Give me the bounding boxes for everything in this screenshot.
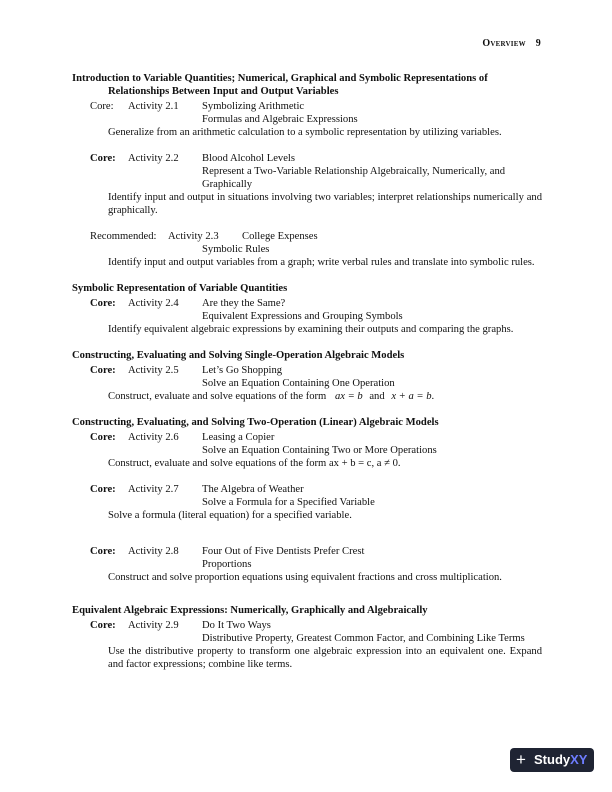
running-head [482, 37, 541, 50]
activity-description: Construct, evaluate and solve equations of the form ax = b and x + a = b. [108, 391, 435, 402]
activity-description: Generalize from an arithmetic calculation to a symbolic representation by utilizing variables. [108, 127, 502, 138]
activity-subtitle: Formulas and Algebraic Expressions [202, 114, 358, 125]
activity-entry [72, 431, 542, 470]
entry-label: Recommended: [90, 231, 157, 242]
entry-label: Core: [90, 432, 116, 443]
activity-entry [72, 297, 542, 336]
activity-subtitle: Represent a Two-Variable Relationship Algebraically, Numerically, and [202, 166, 506, 177]
section-two-operation [72, 416, 542, 584]
activity-number: Activity 2.4 [128, 298, 179, 309]
activity-number: Activity 2.9 [128, 620, 179, 631]
plus-icon: + [516, 750, 526, 769]
activity-number: Activity 2.7 [128, 484, 179, 495]
activity-number: Activity 2.5 [128, 365, 179, 376]
studyxy-logo: + StudyXY [510, 748, 594, 772]
activity-subtitle: Solve an Equation Containing One Operation [202, 378, 395, 389]
activity-title: Let’s Go Shopping [202, 365, 283, 376]
activity-number: Activity 2.6 [128, 432, 179, 443]
entry-label: Core: [90, 101, 114, 112]
page-number: 9 [535, 38, 541, 49]
equation-ax-b: ax = b [334, 391, 363, 402]
entry-label: Core: [90, 546, 116, 557]
section-title: Equivalent Algebraic Expressions: Numerically, Graphically and Algebraically [72, 605, 428, 616]
entry-label: Core: [90, 365, 116, 376]
activity-subtitle: Solve a Formula for a Specified Variable [202, 497, 375, 508]
activity-description: Identify input and output in situations involving two variables; interpret relationships numerically and graphically. [108, 192, 542, 216]
entry-label: Core: [90, 153, 116, 164]
activity-title: Blood Alcohol Levels [202, 153, 295, 164]
entry-label: Core: [90, 620, 116, 631]
activity-entry [72, 230, 542, 269]
activity-title: Are they the Same? [202, 298, 286, 309]
activity-title: Do It Two Ways [202, 620, 271, 631]
activity-title: Symbolizing Arithmetic [202, 101, 305, 112]
entry-label: Core: [90, 298, 116, 309]
activity-subtitle: Symbolic Rules [202, 244, 270, 255]
activity-description: Identify input and output variables from a graph; write verbal rules and translate into symbolic rules. [108, 257, 535, 268]
activity-entry [72, 152, 542, 217]
activity-entry [72, 545, 542, 584]
section-title: Constructing, Evaluating, and Solving Two-Operation (Linear) Algebraic Models [72, 417, 439, 428]
section-title: Introduction to Variable Quantities; Numerical, Graphical and Symbolic Representations of Relationships Between Input and Output Variables [72, 73, 488, 97]
activity-description: Use the distributive property to transform one algebraic expression into an equivalent one. Expand and factor expressions; combine like terms. [108, 646, 542, 670]
running-title: Overview [482, 38, 526, 49]
activity-number: Activity 2.8 [128, 546, 179, 557]
activity-subtitle: Solve an Equation Containing Two or More Operations [202, 445, 437, 456]
activity-number: Activity 2.3 [168, 231, 219, 242]
activity-description: Construct, evaluate and solve equations of the form ax + b = c, a ≠ 0. [108, 458, 401, 469]
section-single-operation [72, 349, 542, 403]
activity-number: Activity 2.2 [128, 153, 179, 164]
activity-entry [72, 483, 542, 522]
activity-description: Construct and solve proportion equations using equivalent fractions and cross multiplication. [108, 572, 502, 583]
activity-title: The Algebra of Weather [202, 484, 304, 495]
activity-title: Four Out of Five Dentists Prefer Crest [202, 546, 365, 557]
activity-subtitle: Proportions [202, 559, 252, 570]
equation-x-a-b: x + a = b [391, 391, 432, 402]
activity-subtitle: Equivalent Expressions and Grouping Symbols [202, 311, 403, 322]
activity-description: Identify equivalent algebraic expressions by examining their outputs and comparing the graphs. [108, 324, 514, 335]
activity-description: Solve a formula (literal equation) for a specified variable. [108, 510, 352, 521]
section-title: Constructing, Evaluating and Solving Single-Operation Algebraic Models [72, 350, 405, 361]
page-content [72, 72, 542, 671]
activity-entry [72, 619, 542, 671]
section-equivalent-expressions [72, 604, 542, 671]
entry-label: Core: [90, 484, 116, 495]
section-symbolic [72, 282, 542, 336]
activity-entry [72, 100, 542, 139]
activity-title: College Expenses [242, 231, 318, 242]
section-title: Symbolic Representation of Variable Quantities [72, 283, 288, 294]
activity-subtitle: Graphically [202, 179, 253, 190]
activity-number: Activity 2.1 [128, 101, 179, 112]
activity-entry [72, 364, 542, 403]
activity-subtitle: Distributive Property, Greatest Common Factor, and Combining Like Terms [202, 633, 525, 644]
section-intro [72, 72, 542, 269]
activity-title: Leasing a Copier [202, 432, 275, 443]
